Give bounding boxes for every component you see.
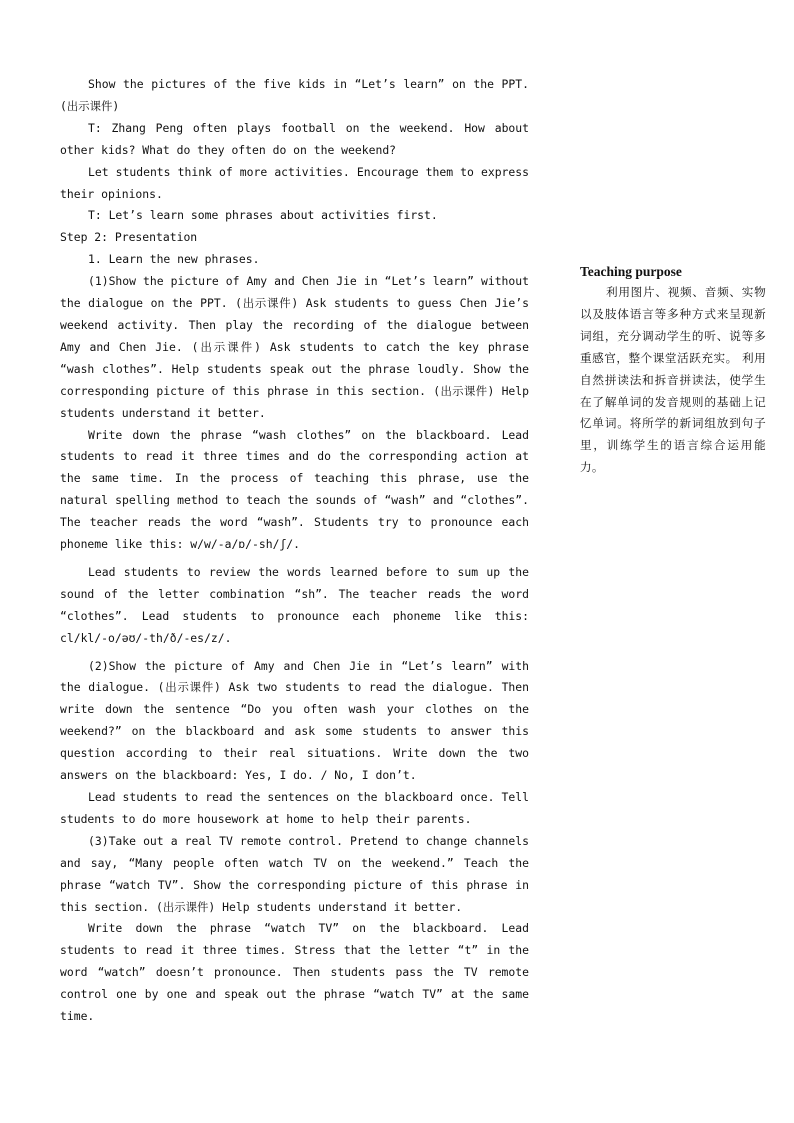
paragraph-wash-clothes: Write down the phrase “wash clothes” on the blackboard. Lead students to read it three times and do the corresponding action at the same time. In the process of teaching this phrase, use the natural spelling method to teach the sounds of “wash” and “clothes”. The teacher reads the word “wash”. Students try to pronounce each phoneme like this: w/w/-a/ɒ/-sh/ʃ/. xyxy=(60,427,529,552)
lesson-body xyxy=(60,74,529,1028)
paragraph-show-picture-2: (2)Show the picture of Amy and Chen Jie in “Let’s learn” with the dialogue. (出示课件) Ask two students to read the dialogue. Then write down the sentence “Do you often wash your clothes on the weekend?” on the blackboard and ask some students to answer this question according to their real situations. Write down the two answers on the blackboard: Yes, I do. / No, I don’t. xyxy=(60,658,529,783)
paragraph-intro: Show the pictures of the five kids in “Let’s learn” on the PPT. (出示课件) xyxy=(60,77,529,113)
paragraph-tv-remote: (3)Take out a real TV remote control. Pretend to change channels and say, “Many people often watch TV on the weekend.” Teach the phrase “watch TV”. Show the corresponding picture of this phrase in this section. (出示课件) Help students understand it better. xyxy=(60,833,529,914)
paragraph-read-sentences: Lead students to read the sentences on the blackboard once. Tell students to do more housework at home to help their parents. xyxy=(60,790,529,826)
teaching-purpose-box xyxy=(580,262,766,479)
paragraph-review-sh: Lead students to review the words learned before to sum up the sound of the letter combination “sh”. The teacher reads the word “clothes”. Lead students to pronounce each phoneme like this: cl/kl/-o/əʊ/-th/ð/-es/z/. xyxy=(60,564,529,645)
paragraph-learn-phrases: 1. Learn the new phrases. xyxy=(88,252,260,267)
paragraph-think-activities: Let students think of more activities. Encourage them to express their opinions. xyxy=(60,164,529,201)
step-heading: Step 2: Presentation xyxy=(60,230,198,245)
paragraph-teacher-question: T: Zhang Peng often plays football on the weekend. How about other kids? What do they often do on the weekend? xyxy=(60,120,529,157)
teaching-purpose-text: 利用图片、视频、音频、实物以及肢体语言等多种方式来呈现新词组，充分调动学生的听、说等多重感官，整个课堂活跃充实。 利用自然拼读法和拆音拼读法，使学生在了解单词的发音规则的基础上记忆单词。将所学的新词组放到句子里，训练学生的语言综合运用能力。 xyxy=(580,285,766,475)
paragraph-show-picture-1: (1)Show the picture of Amy and Chen Jie in “Let’s learn” without the dialogue on the PPT. (出示课件) Ask students to guess Chen Jie’s weekend activity. Then play the recording of the dialogue between Amy and Chen Jie. (出示课件) Ask students to catch the key phrase “wash clothes”. Help students speak out the phrase loudly. Show the corresponding picture of this phrase in this section. (出示课件) Help students understand it better. xyxy=(60,274,529,420)
teaching-purpose-heading: Teaching purpose xyxy=(580,264,682,279)
paragraph-teacher-phrases: T: Let’s learn some phrases about activities first. xyxy=(88,208,438,223)
paragraph-watch-tv: Write down the phrase “watch TV” on the blackboard. Lead students to read it three times. Stress that the letter “t” in the word “watch” doesn’t pronounce. Then students pass the TV remote control one by one and speak out the phrase “watch TV” at the same time. xyxy=(60,921,529,1024)
